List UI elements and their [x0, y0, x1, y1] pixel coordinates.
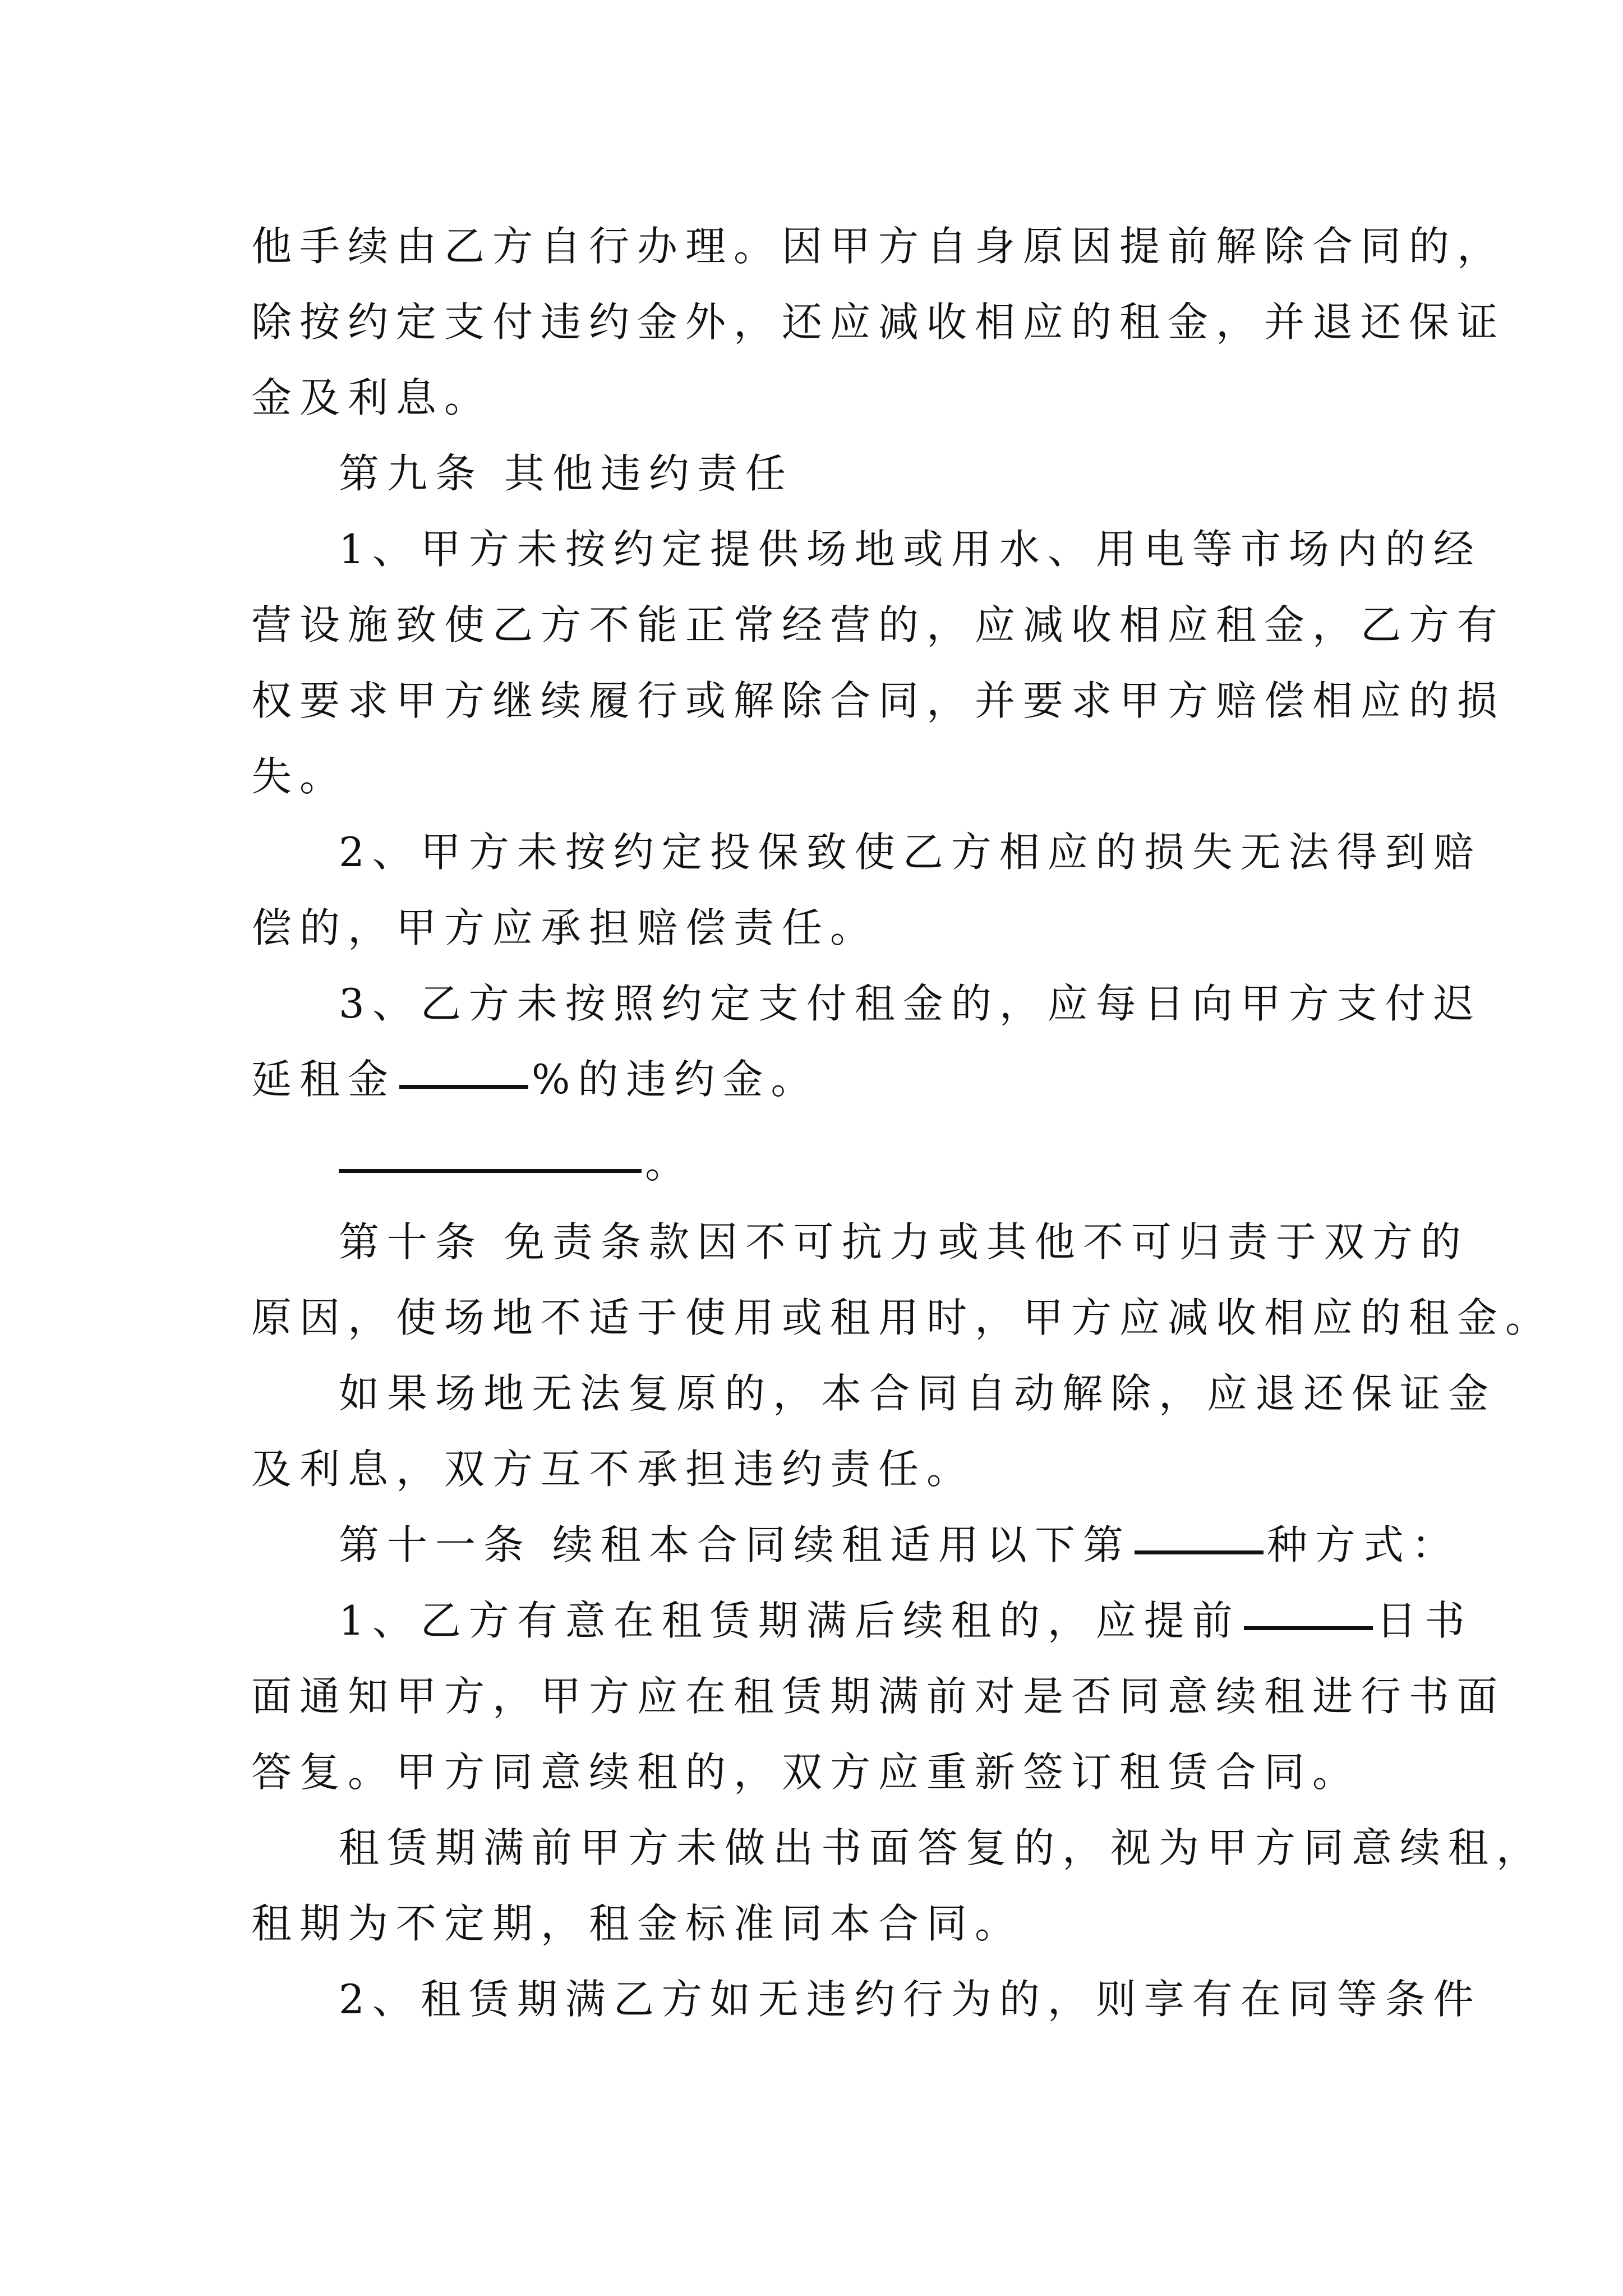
line-text: 。	[645, 1140, 694, 1187]
paragraph-line	[251, 207, 1506, 286]
line-text: 他手续由乙方自行办理。因甲方自身原因提前解除合同的，	[251, 223, 1506, 270]
paragraph-line	[339, 1354, 1497, 1433]
paragraph-line	[339, 510, 1482, 588]
paragraph-line	[251, 1430, 1384, 1508]
line-text: 金及利息。	[251, 374, 493, 421]
paragraph-line	[251, 1733, 1384, 1811]
line-text: 2、租赁期满乙方如无违约行为的，则享有在同等条件	[339, 1976, 1482, 2023]
line-text: 及利息，双方互不承担违约责任。	[251, 1446, 975, 1493]
line-text: 面通知甲方，甲方应在租赁期满前对是否同意续租进行书面	[251, 1673, 1506, 1720]
line-text: 失。	[251, 753, 348, 800]
line-text: 1、乙方有意在租赁期满后续租的，应提前	[339, 1597, 1241, 1644]
fill-in-blank[interactable]	[399, 1085, 528, 1089]
line-text: 租期为不定期，租金标准同本合同。	[251, 1900, 1023, 1947]
paragraph-line	[339, 1960, 1482, 2039]
paragraph-line	[251, 283, 1506, 361]
section-heading	[339, 434, 1384, 513]
line-text: 租赁期满前甲方未做出书面答复的，视为甲方同意续租，	[339, 1824, 1545, 1871]
line-text: 如果场地无法复原的，本合同自动解除，应退还保证金	[339, 1370, 1497, 1417]
fill-in-blank[interactable]	[339, 1169, 642, 1173]
paragraph-line	[251, 1657, 1506, 1736]
paragraph-line	[251, 586, 1506, 664]
line-text: 偿的，甲方应承担赔偿责任。	[251, 904, 879, 951]
section-heading	[339, 1203, 1469, 1281]
line-text: 除按约定支付违约金外，还应减收相应的租金，并退还保证	[251, 298, 1506, 346]
section-heading-text: 第十条 免责条款因不可抗力或其他不可归责于双方的	[339, 1218, 1469, 1266]
line-text: 权要求甲方继续履行或解除合同，并要求甲方赔偿相应的损	[251, 677, 1506, 724]
line-text: 答复。甲方同意续租的，双方应重新签订租赁合同。	[251, 1749, 1361, 1796]
line-text: 3、乙方未按照约定支付租金的，应每日向甲方支付迟	[339, 980, 1482, 1027]
paragraph-line	[251, 889, 1384, 967]
paragraph-line	[339, 1581, 1473, 1660]
paragraph-line	[251, 737, 1384, 816]
line-text: 1、甲方未按约定提供场地或用水、用电等市场内的经	[339, 526, 1482, 573]
line-text: 原因，使场地不适于使用或租用时，甲方应减收相应的租金。	[251, 1294, 1554, 1341]
fill-in-blank[interactable]	[1135, 1550, 1264, 1554]
paragraph-line	[251, 358, 1384, 437]
paragraph-line	[251, 1278, 1554, 1357]
line-text: 营设施致使乙方不能正常经营的，应减收相应租金，乙方有	[251, 601, 1506, 648]
paragraph-line	[339, 1124, 1384, 1203]
section-heading-text: 第九条 其他违约责任	[339, 450, 794, 497]
paragraph-line	[251, 661, 1506, 740]
fill-in-blank[interactable]	[1244, 1626, 1373, 1630]
line-text: 2、甲方未按约定投保致使乙方相应的损失无法得到赔	[339, 829, 1482, 876]
section-heading	[339, 1506, 1460, 1584]
line-text: 延租金	[251, 1056, 396, 1103]
paragraph-line	[251, 1884, 1384, 1963]
line-text: 种方式：	[1266, 1521, 1460, 1568]
paragraph-line	[339, 964, 1482, 1043]
line-text: %的违约金。	[532, 1056, 819, 1103]
paragraph-line	[339, 1809, 1545, 1887]
paragraph-line	[339, 813, 1482, 891]
section-heading-text: 第十一条 续租本合同续租适用以下第	[339, 1521, 1131, 1568]
line-text: 日书	[1376, 1597, 1473, 1644]
paragraph-line	[251, 1040, 1384, 1119]
